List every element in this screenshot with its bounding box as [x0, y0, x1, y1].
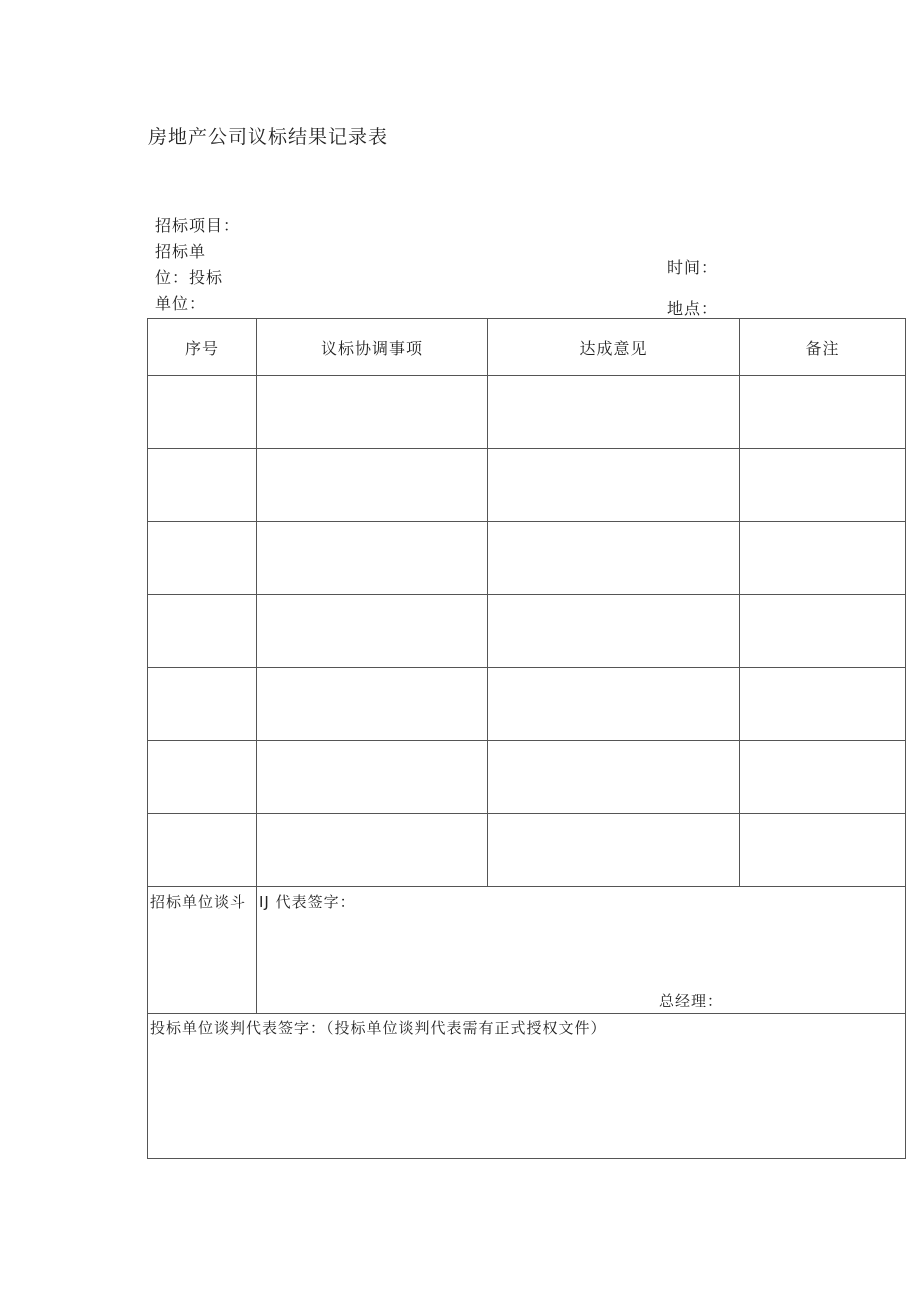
table-row [148, 449, 906, 522]
time-label: 时间： [667, 258, 719, 277]
table-cell[interactable] [148, 449, 257, 522]
table-cell[interactable] [257, 814, 488, 887]
table-row [148, 741, 906, 814]
table-cell[interactable] [740, 741, 906, 814]
table-cell[interactable] [740, 522, 906, 595]
tender-signature-area[interactable] [257, 887, 906, 1014]
header-agreement: 达成意见 [488, 319, 740, 376]
bidder-signature-area[interactable] [148, 1014, 906, 1159]
bidder-signature-text: 投标单位谈判代表签字：（投标单位谈判代表需有正式授权文件） [150, 1019, 607, 1037]
header-matters: 议标协调事项 [257, 319, 488, 376]
place-label: 地点： [667, 299, 719, 318]
table-cell[interactable] [740, 449, 906, 522]
table-cell[interactable] [257, 376, 488, 449]
table-row [148, 522, 906, 595]
table-cell[interactable] [257, 522, 488, 595]
table-cell[interactable] [488, 668, 740, 741]
tender-signature-label: 招标单位谈斗 [148, 887, 257, 1014]
table-cell[interactable] [148, 741, 257, 814]
table-cell[interactable] [740, 668, 906, 741]
table-cell[interactable] [740, 595, 906, 668]
tender-unit-label-line1: 招标单 [155, 242, 207, 261]
bidder-signature-row [148, 1014, 906, 1159]
tender-signature-row [148, 887, 906, 1014]
table-cell[interactable] [148, 376, 257, 449]
table-row [148, 595, 906, 668]
table-cell[interactable] [488, 595, 740, 668]
table-cell[interactable] [148, 668, 257, 741]
table-cell[interactable] [488, 741, 740, 814]
project-label: 招标项目： [155, 216, 241, 235]
table-cell[interactable] [148, 522, 257, 595]
table-cell[interactable] [257, 741, 488, 814]
page-title: 房地产公司议标结果记录表 [148, 126, 389, 148]
table-cell[interactable] [488, 449, 740, 522]
table-row [148, 376, 906, 449]
header-index: 序号 [148, 319, 257, 376]
table-cell[interactable] [488, 814, 740, 887]
table-cell[interactable] [257, 595, 488, 668]
table-cell[interactable] [740, 814, 906, 887]
table-cell[interactable] [257, 668, 488, 741]
table-cell[interactable] [148, 814, 257, 887]
bid-unit-label: 单位： [155, 294, 207, 313]
header-remarks: 备注 [740, 319, 906, 376]
table-row [148, 668, 906, 741]
record-table [147, 318, 906, 1159]
table-row [148, 814, 906, 887]
table-cell[interactable] [488, 522, 740, 595]
table-cell[interactable] [148, 595, 257, 668]
table-cell[interactable] [257, 449, 488, 522]
table-cell[interactable] [740, 376, 906, 449]
tender-unit-label-line2: 位：投标 [155, 268, 224, 287]
table-cell[interactable] [488, 376, 740, 449]
general-manager-label: 总经理： [659, 992, 724, 1010]
tender-signature-text: IJ 代表签字： [259, 893, 356, 911]
table-header-row [148, 319, 906, 376]
